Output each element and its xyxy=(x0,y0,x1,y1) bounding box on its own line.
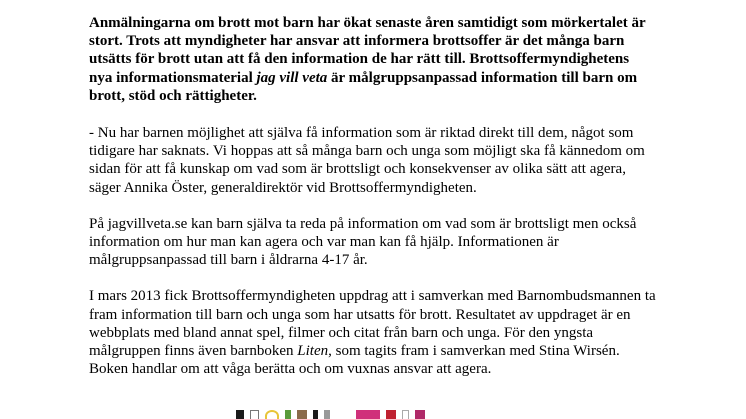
strip-figure-dark xyxy=(313,410,318,419)
strip-figure-grey xyxy=(324,410,330,419)
strip-figure-green xyxy=(285,410,291,419)
mission-paragraph xyxy=(89,287,689,378)
quote-paragraph: - Nu har barnen möjlighet att själva få information som är riktad direkt till dem, något som tidigare har saknats. Vi hoppas att så många barn och unga som möjligt ska få kännedom om sidan för att få kunskap om vad som är brottsligt och konsekvenser av olika sätt att agera, säger Annika Öster, generaldirektör vid Brottsoffermyndigheten. xyxy=(89,125,645,196)
jag-vill-veta-illustration-strip-icon xyxy=(236,410,516,419)
strip-figure-brown xyxy=(297,410,307,419)
campaign-name: jag vill veta xyxy=(256,69,328,86)
press-release-body xyxy=(89,14,689,378)
mission-text-start: I mars 2013 fick Brottsoffermyndigheten uppdrag att i samverkan med Barnombudsmannen ta fram information till barn och unga som har utsatts för brott. Resultatet av uppdraget är en webbplats med bland annat spel, filmer och citat från barn och unga. För den yngsta målgruppen finns även barnboken xyxy=(89,288,656,360)
book-title: Liten xyxy=(297,343,329,360)
strip-figure-red xyxy=(386,410,396,419)
strip-figure-yellow xyxy=(265,410,279,419)
strip-gap xyxy=(336,410,350,419)
intro-paragraph xyxy=(89,14,689,105)
strip-figure-black xyxy=(236,410,244,419)
website-paragraph: På jagvillveta.se kan barn själva ta reda på information om vad som är brottsligt men också information om hur man kan agera och var man kan få hjälp. Informationen är målgruppsanpassad till barn i åldrarna 4-17 år. xyxy=(89,215,637,269)
strip-figure-magenta xyxy=(415,410,425,419)
strip-figure-white xyxy=(402,410,409,419)
strip-figure-outline xyxy=(250,410,259,419)
intro-text-end: är målgruppsanpassad information till barn om brott, stöd och rättigheter. xyxy=(89,69,638,104)
strip-figure-pink xyxy=(356,410,380,419)
intro-text-start: Anmälningarna om brott mot barn har ökat senaste åren samtidigt som mörkertalet är stort. Trots att myndigheter har ansvar att informera brottsoffer är det många barn utsätts för brott utan att få den information de har rätt till. Brottsoffermyndighetens nya informationsmaterial xyxy=(89,15,646,86)
mission-text-end: , som tagits fram i samverkan med Stina Wirsén. Boken handlar om att våga berätta och om vuxnas ansvar att agera. xyxy=(89,343,620,378)
